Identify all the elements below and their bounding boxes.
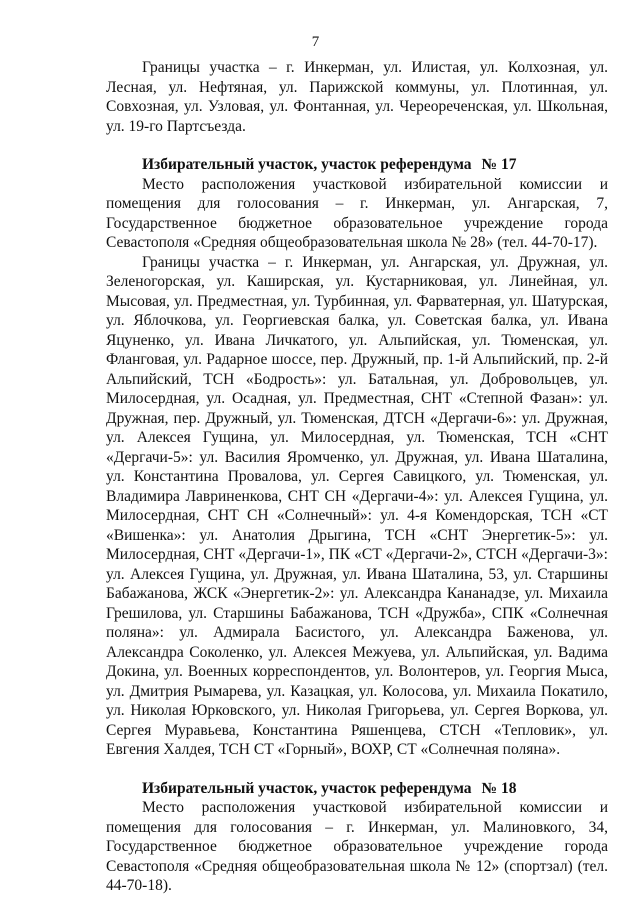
section-17-borders-paragraph: Границы участка – г. Инкерман, ул. Ангарская, ул. Дружная, ул. Зеленогорская, ул. Каширская, ул. Кустарниковая, ул. Линейная, ул. Мысовая, ул. Предместная, ул. Турбинная, ул. Фарватерная, ул. Шатурская, ул. Яблочкова, ул. Георгиевская балка, ул. Советская балка, ул. Ивана Яцуненко, ул. Ивана Личкатого, ул. Альпийская, ул. Тюменская, ул. Фланговая, ул. Радарное шоссе, пер. Дружный, пр. 1-й Альпийский, пр. 2-й Альпийский, ТСН «Бодрость»: ул. Батальная, ул. Добровольцев, ул. Милосердная, ул. Осадная, ул. Предместная, СНТ «Степной Фазан»: ул. Дружная, пер. Дружный, ул. Тюменская, ДТСН «Дергачи-6»: ул. Дружная, ул. Алексея Гущина, ул. Милосердная, ул. Тюменская, ТСН «СНТ «Дергачи-5»: ул. Василия Яромченко, ул. Дружная, ул. Ивана Шаталина, ул. Константина Провалова, ул. Сергея Савицкого, ул. Тюменская, ул. Владимира Лавриненкова, СНТ СН «Дергачи-4»: ул. Алексея Гущина, ул. Милосердная, СНТ СН «Солнечный»: ул. 4-я Комендорская, ТСН «СТ «Вишенка»: ул. Анатолия Дрыгина, ТСН «СНТ Энергетик-5»: ул. Милосердная, СНТ «Дергачи-1», ПК «СТ «Дергачи-2», СТСН «Дергачи-3»: ул. Алексея Гущина, ул. Дружная, ул. Ивана Шаталина, 53, ул. Старшины Бабажанова, ЖСК «Энергетик-2»: ул. Александра Кананадзе, ул. Михаила Грешилова, ул. Старшины Бабажанова, ТСН «Дружба», СПК «Солнечная поляна»: ул. Адмирала Басистого, ул. Александра Баженова, ул. Александра Соколенко, ул. Алексея Межуева, ул. Альпийская, ул. Вадима Докина, ул. Военных корреспондентов, ул. Волонтеров, ул. Георгия Мыса, ул. Дмитрия Рымарева, ул. Казацкая, ул. Колосова, ул. Михаила Покатило, ул. Николая Юрковского, ул. Николая Григорьева, ул. Сергея Воркова, ул. Сергея Муравьева, Константина Ряшенцева, СТСН «Тепловик», ул. Евгения Халдея, ТСН СТ «Горный», ВОХР, СТ «Солнечная поляна». — [106, 253, 608, 758]
intro-borders-paragraph: Границы участка – г. Инкерман, ул. Илистая, ул. Колхозная, ул. Лесная, ул. Нефтяная, ул. Парижской коммуны, ул. Плотинная, ул. Совхозная, ул. Узловая, ул. Фонтанная, ул. Череореченская, ул. Школьная, ул. 19-го Партсъезда. — [106, 59, 608, 135]
section-17-location-paragraph: Место расположения участковой избирательной комиссии и помещения для голосования – г. Инкерман, ул. Ангарская, 7, Государственное бюджетное образовательное учреждение города Севастополя «Средняя общеобразовательная школа № 28» (тел. 44-70-17). — [106, 175, 608, 251]
section-18-number: № 18 — [481, 779, 517, 797]
section-18-location-paragraph: Место расположения участковой избирательной комиссии и помещения для голосования – г. Инкерман, ул. Малиновкого, 34, Государственное бюджетное образовательное учреждение города Севастополя «Средняя общеобразовательная школа № 12» (спортзал) (тел. 44-70-18). — [106, 799, 608, 894]
section-18-title — [106, 779, 608, 799]
page-number: 7 — [311, 34, 320, 50]
section-18-title-text: Избирательный участок, участок референдума — [142, 779, 472, 797]
section-17-number: № 17 — [481, 156, 517, 173]
section-17-title — [106, 155, 608, 175]
section-17-title-text: Избирательный участок, участок референдума — [142, 156, 472, 173]
document-body — [106, 58, 608, 896]
